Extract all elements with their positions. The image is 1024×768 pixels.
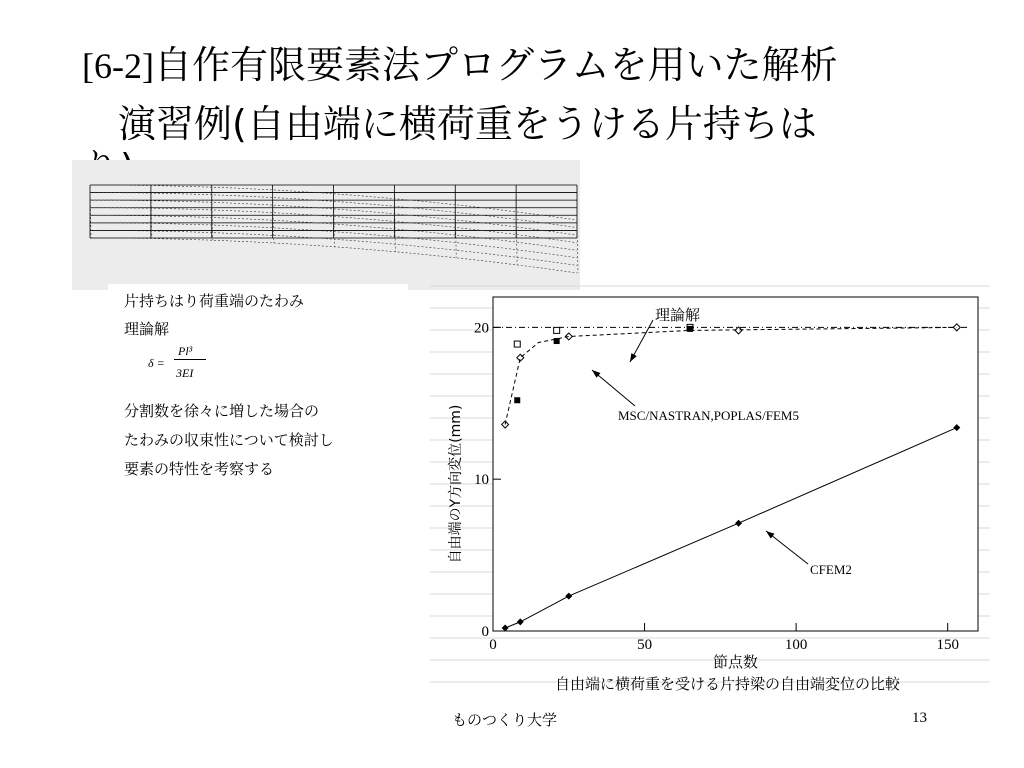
annotation-msc: MSC/NASTRAN,POPLAS/FEM5 (618, 408, 799, 423)
x-tick-label: 150 (936, 637, 959, 653)
theory-label: 理論解 (124, 320, 170, 338)
deformed-mesh (90, 185, 578, 273)
body-line-1: 分割数を徐々に増した場合の (124, 402, 320, 420)
x-tick-label: 100 (784, 637, 808, 653)
chart-caption: 自由端に横荷重を受ける片持梁の自由端変位の比較 (555, 675, 901, 693)
formula-numerator: Pl³ (178, 344, 193, 358)
y-tick-label: 20 (474, 320, 489, 337)
plot-area (493, 297, 978, 631)
x-tick-label: 50 (637, 637, 653, 653)
y-tick-label: 0 (481, 624, 489, 640)
beam-mesh-drawing (72, 160, 580, 290)
deflection-heading: 片持ちはり荷重端のたわみ (124, 292, 305, 310)
page-number: 13 (912, 710, 927, 726)
description-panel (108, 284, 408, 504)
body-line-3: 要素の特性を考察する (124, 460, 275, 478)
y-axis-label: 自由端のY方向変位(mm) (448, 404, 464, 564)
title-line-1: 自作有限要素法プログラムを用いた解析 (153, 43, 838, 87)
footer-university: ものつくり大学 (452, 711, 558, 729)
formula-bar (174, 359, 206, 360)
point-filled-square (687, 326, 693, 332)
convergence-chart (430, 282, 990, 702)
undeformed-mesh (90, 185, 577, 238)
x-axis-label: 節点数 (712, 653, 759, 671)
title-line-2: 演習例(自由端に横荷重をうける片持ちは (118, 102, 817, 146)
formula-denominator: 3EI (176, 366, 194, 380)
deformed-row-line (90, 238, 577, 273)
title-number: [6-2] (82, 46, 154, 86)
deflection-formula (148, 344, 228, 384)
chart-svg (430, 282, 990, 702)
point-open-square (554, 327, 560, 333)
beam-mesh-figure (72, 160, 580, 290)
point-filled-square (514, 397, 520, 403)
formula-lhs: δ = (148, 356, 165, 370)
y-tick-label: 10 (474, 472, 489, 489)
body-line-2: たわみの収束性について検討し (124, 431, 334, 449)
slide-title (82, 36, 982, 167)
x-tick-label: 0 (489, 637, 497, 653)
annotation-theory: 理論解 (655, 306, 701, 324)
annotation-cfem2: CFEM2 (810, 562, 852, 577)
point-open-square (514, 341, 520, 347)
